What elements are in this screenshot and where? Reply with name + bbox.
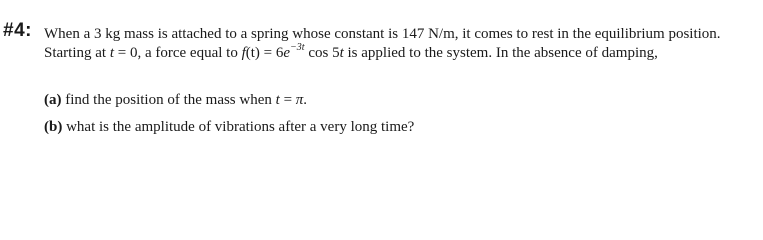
part-b-label: (b) <box>44 119 63 135</box>
part-b-text: what is the amplitude of vibrations after a very long time? <box>62 119 415 135</box>
cosine-term: cos 5 <box>304 45 340 61</box>
problem-number: #4: <box>3 20 32 41</box>
text-segment: . <box>303 92 308 108</box>
text-segment: = 0, a force equal to <box>114 45 242 61</box>
function-f: f <box>241 45 246 61</box>
problem-statement-line-1: When a 3 kg mass is attached to a spring whose constant is 147 N/m, it comes to rest in the equilibrium position. <box>44 26 721 42</box>
variable-t: t <box>339 45 344 61</box>
variable-t: t <box>109 45 114 61</box>
text-segment: Starting at <box>44 45 110 61</box>
text-segment: = 6 <box>259 45 284 61</box>
part-a-text: find the position of the mass when <box>61 92 276 108</box>
problem-statement-line-2 <box>44 44 658 62</box>
text-segment: = <box>279 92 296 108</box>
variable-t: t <box>275 92 280 108</box>
exponent: −3t <box>290 42 305 53</box>
pi-value: π <box>295 92 304 108</box>
text-segment: is applied to the system. In the absence of damping, <box>343 45 658 61</box>
part-a-label: (a) <box>44 92 62 108</box>
euler-e: e <box>283 45 291 61</box>
part-a <box>44 91 307 109</box>
function-argument: (t) <box>245 45 260 61</box>
part-b <box>44 118 414 136</box>
